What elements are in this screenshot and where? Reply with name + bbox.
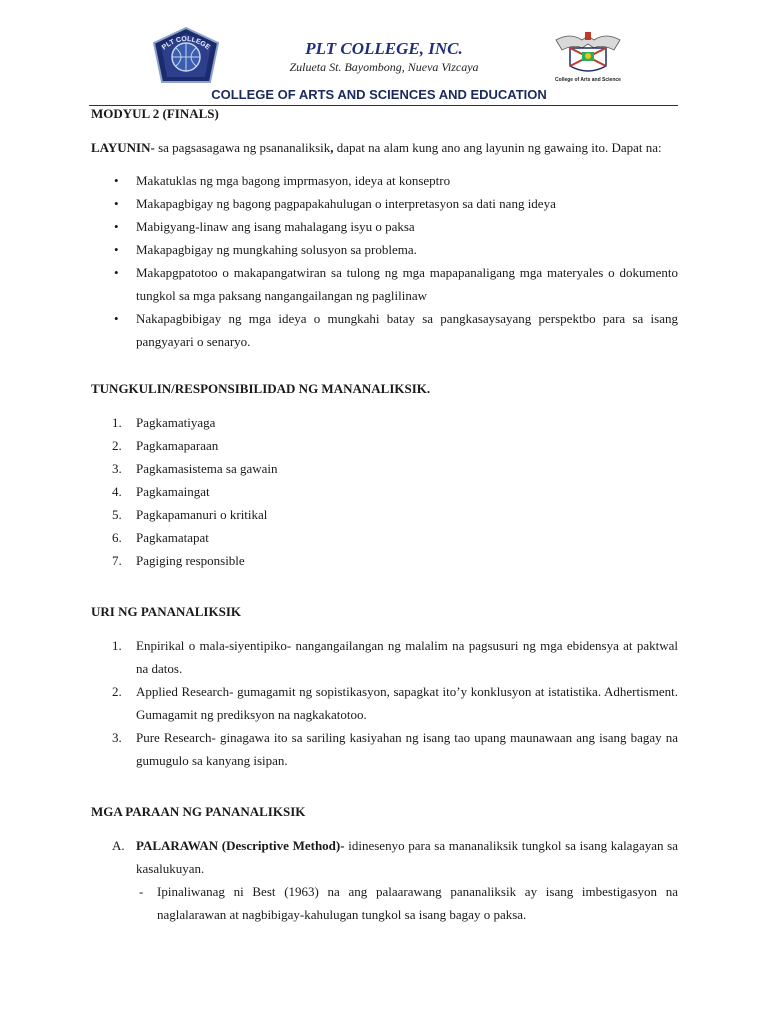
svg-text:PLT COLLEGE: PLT COLLEGE xyxy=(160,35,212,52)
subpoint-text: Ipinaliwanag ni Best (1963) na ang palaarawang pananaliksik ay isang imbestigasyon na naglalarawan at nagbibigay-kahulugan tungkol sa isang bagay o paksa. xyxy=(157,884,678,922)
module-title: MODYUL 2 (FINALS) xyxy=(91,106,219,121)
list-item: • Makapagbigay ng bagong pagpapakahulugan o interpretasyon sa dati nang ideya xyxy=(91,192,678,215)
document-body xyxy=(91,106,678,926)
institution-name: PLT COLLEGE, INC. xyxy=(305,39,463,58)
method-a-subpoint xyxy=(91,880,678,926)
uri-list xyxy=(91,634,678,772)
layunin-paragraph xyxy=(91,136,678,159)
institution-address: Zulueta St. Bayombong, Nueva Vizcaya xyxy=(289,60,479,74)
list-item: • Makapgpatotoo o makapangatwiran sa tulong ng mga mapapanaligang mga materyales o dokumento tungkol sa mga paksang nangangailangan ng paglilinaw xyxy=(91,261,678,307)
layunin-text-a: sa pagsasagawa ng psananaliksik xyxy=(154,140,331,155)
list-item: 4. Pagkamaingat xyxy=(112,484,210,499)
method-text: idinesenyo para sa mananaliksik tungkol sa isang kalagayan sa kasalukuyan. xyxy=(136,838,678,876)
dash-marker: - xyxy=(139,884,144,899)
layunin-text-b: dapat na alam kung ano ang layunin ng gawaing ito. Dapat na: xyxy=(333,140,662,155)
list-item: • Makapagbigay ng mungkahing solusyon sa problema. xyxy=(91,238,678,261)
method-title: PALARAWAN (Descriptive Method)- xyxy=(136,838,345,853)
layunin-comma: , xyxy=(330,140,334,155)
list-item: 1. Pagkamatiyaga xyxy=(112,415,216,430)
svg-text:College of Arts and Science: College of Arts and Science xyxy=(555,77,621,83)
list-item: 7. Pagiging responsible xyxy=(112,553,245,568)
list-item: 2. Pagkamaparaan xyxy=(112,438,219,453)
list-item: 3. Pure Research- ginagawa ito sa sariling kasiyahan ng isang tao upang maunawaan ang isang bagay na gumugulo sa kanyang isipan. xyxy=(112,730,678,768)
list-item: • Nakapagbibigay ng mga ideya o mungkahi batay sa pangkasaysayang perspektbo para sa isang pangyayari o senaryo. xyxy=(91,307,678,353)
method-a xyxy=(91,834,678,880)
list-item: 5. Pagkapamanuri o kritikal xyxy=(112,507,268,522)
method-letter: A. xyxy=(112,838,125,853)
tungkulin-list xyxy=(91,411,678,572)
paraan-heading: MGA PARAAN NG PANANALIKSIK xyxy=(91,804,306,819)
uri-heading: URI NG PANANALIKSIK xyxy=(91,604,241,619)
list-item: 3. Pagkamasistema sa gawain xyxy=(112,461,278,476)
list-item: • Makatuklas ng mga bagong imprmasyon, ideya at konseptro xyxy=(91,169,678,192)
list-item: 2. Applied Research- gumagamit ng sopistikasyon, sapagkat ito’y konklusyon at istatistika. Adhertisment. Gumagamit ng prediksyon na nagkakatotoo. xyxy=(112,684,678,722)
list-item: 1. Enpirikal o mala-siyentipiko- nangangailangan ng malalim na pagsusuri ng mga ebidensya at paktwal na datos. xyxy=(112,638,678,676)
list-item: • Mabigyang-linaw ang isang mahalagang isyu o paksa xyxy=(91,215,678,238)
list-item: 6. Pagkamatapat xyxy=(112,530,209,545)
tungkulin-heading: TUNGKULIN/RESPONSIBILIDAD NG MANANALIKSIK. xyxy=(91,381,431,396)
college-crest-logo xyxy=(552,30,624,84)
layunin-list xyxy=(91,169,678,353)
college-name: COLLEGE OF ARTS AND SCIENCES AND EDUCATION xyxy=(211,87,547,102)
layunin-label: LAYUNIN- xyxy=(91,140,155,155)
